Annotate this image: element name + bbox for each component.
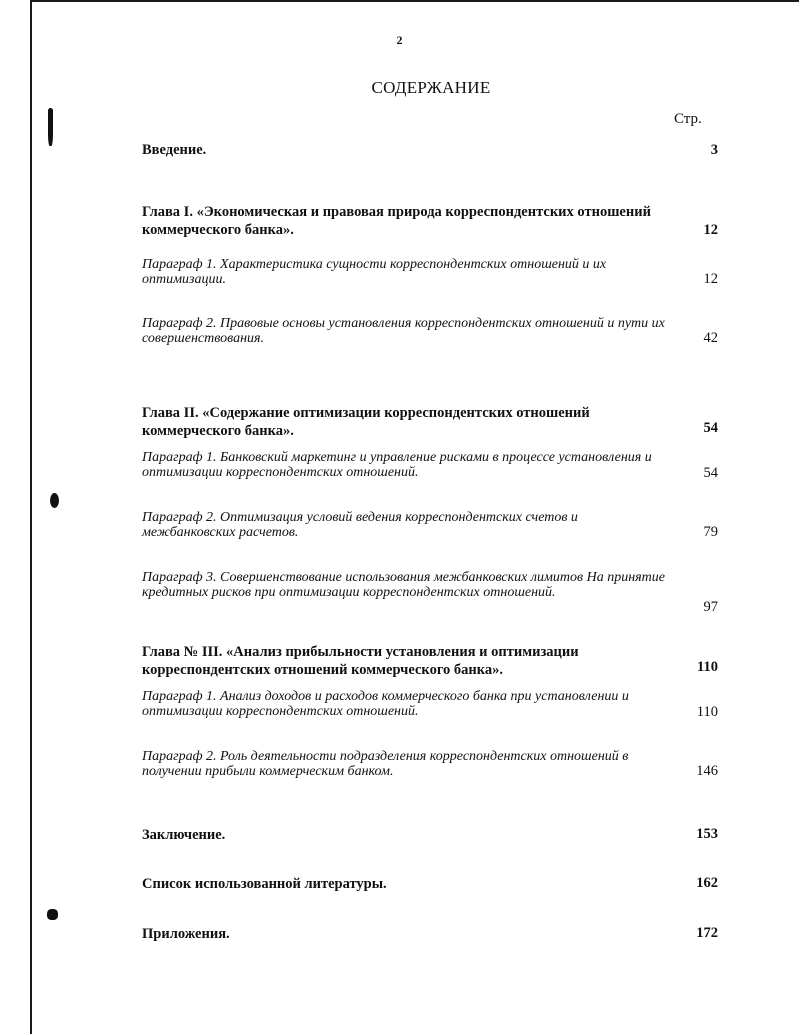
scan-mark-1 xyxy=(48,108,53,146)
toc-page-introduction: 3 xyxy=(710,142,718,158)
toc-entry-ch2-par-1: Параграф 1. Банковский маркетинг и управление рисками в процессе установления и оптимизации корреспондентских отношений. xyxy=(142,450,652,480)
toc-entry-ch2-par-3: Параграф 3. Совершенствование использования межбанковских лимитов На принятие кредитных рисков при оптимизации корреспондентских отношений. xyxy=(142,570,665,600)
toc-entry-introduction: Введение. xyxy=(142,142,207,158)
toc-page-chapter-2: 54 xyxy=(703,420,718,436)
scan-mark-3 xyxy=(47,909,58,920)
scan-edge-top xyxy=(30,0,799,2)
toc-entry-chapter-3: Глава № III. «Анализ прибыльности установления и оптимизации корреспондентских отношений коммерческого банка». xyxy=(142,644,579,678)
toc-page-chapter-3: 110 xyxy=(697,659,718,675)
toc-page-ch2-par-2: 79 xyxy=(703,524,718,540)
toc-page-ch1-par-1: 12 xyxy=(703,271,718,287)
toc-page-chapter-1: 12 xyxy=(703,222,718,238)
toc-entry-conclusion: Заключение. xyxy=(142,827,226,843)
toc-page-appendices: 172 xyxy=(696,925,718,941)
toc-entry-ch2-par-2: Параграф 2. Оптимизация условий ведения корреспондентских счетов и межбанковских расчетов. xyxy=(142,510,578,540)
toc-page-ch3-par-1: 110 xyxy=(696,704,718,720)
toc-entry-chapter-1: Глава I. «Экономическая и правовая природа корреспондентских отношений коммерческого банка». xyxy=(142,204,651,238)
scan-mark-2 xyxy=(50,493,59,508)
toc-page-ch2-par-1: 54 xyxy=(703,465,718,481)
page-number: 2 xyxy=(396,33,403,47)
toc-entry-ch1-par-2: Параграф 2. Правовые основы установления корреспондентских отношений и пути их совершенствования. xyxy=(142,316,665,346)
toc-entry-appendices: Приложения. xyxy=(142,926,230,942)
toc-entry-ch1-par-1: Параграф 1. Характеристика сущности корреспондентских отношений и их оптимизации. xyxy=(142,257,607,287)
toc-page-ch2-par-3: 97 xyxy=(703,599,718,615)
toc-page-ch1-par-2: 42 xyxy=(703,330,718,346)
toc-entry-chapter-2: Глава II. «Содержание оптимизации корреспондентских отношений коммерческого банка». xyxy=(142,405,590,439)
toc-entry-bibliography: Список использованной литературы. xyxy=(142,876,387,892)
toc-page-ch3-par-2: 146 xyxy=(696,763,718,779)
toc-page-conclusion: 153 xyxy=(696,826,718,842)
toc-page-bibliography: 162 xyxy=(696,875,718,891)
scan-edge-left xyxy=(30,0,32,1034)
toc-entry-ch3-par-2: Параграф 2. Роль деятельности подразделения корреспондентских отношений в получении прибыли коммерческим банком. xyxy=(142,749,629,779)
page-column-header: Стр. xyxy=(674,111,702,127)
toc-title: СОДЕРЖАНИЕ xyxy=(371,78,491,97)
toc-entry-ch3-par-1: Параграф 1. Анализ доходов и расходов коммерческого банка при установлении и оптимизации корреспондентских отношений. xyxy=(142,689,629,719)
